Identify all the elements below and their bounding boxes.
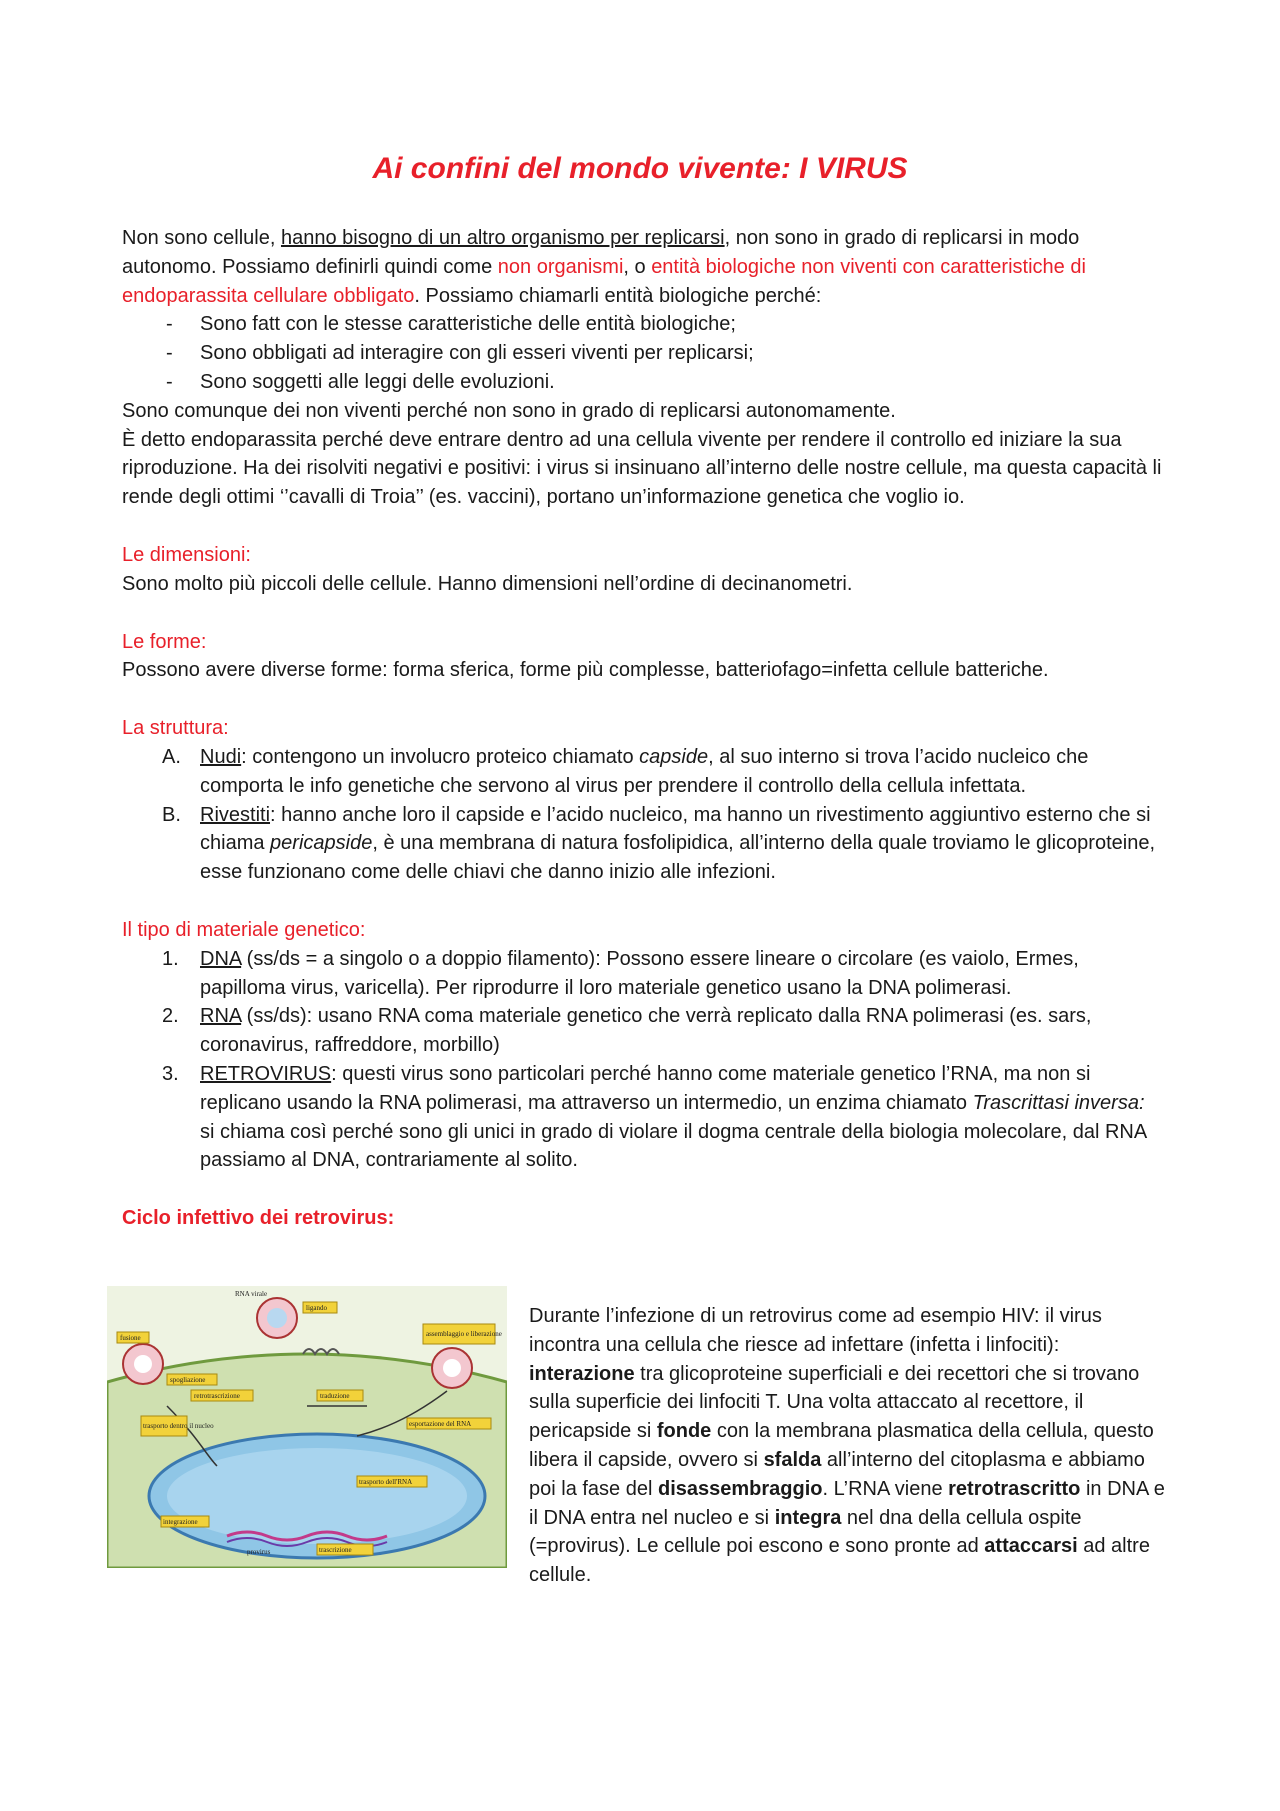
keyword-attaccarsi: attaccarsi — [984, 1535, 1078, 1558]
item-text: (ss/ds): usano RNA coma materiale genetico che verrà replicato dalla RNA polimerasi (es. sars, coronavirus, raffreddore, morbillo) — [200, 1005, 1092, 1057]
section-heading-forme: Le forme: — [122, 630, 207, 653]
intro-paragraph — [122, 224, 1162, 310]
label-esportazione: esportazione del RNA — [409, 1420, 472, 1428]
page-title: Ai confini del mondo vivente: I VIRUS — [372, 152, 908, 185]
section-heading-ciclo: Ciclo infettivo dei retrovirus: — [122, 1207, 395, 1230]
label-trascrizione: trascrizione — [319, 1546, 352, 1554]
term-nudi: Nudi — [200, 745, 242, 768]
intro-underlined: hanno bisogno di un altro organismo per replicarsi — [280, 227, 725, 249]
ciclo-description — [529, 1302, 1169, 1590]
keyword-integra: integra — [774, 1506, 842, 1529]
list-item — [122, 1060, 1162, 1175]
struttura-list — [122, 743, 1162, 887]
list-marker: 3. — [162, 1062, 179, 1085]
term-rna: RNA — [200, 1005, 242, 1028]
list-item — [122, 801, 1162, 887]
label-assemblaggio: assemblaggio e liberazione — [426, 1330, 502, 1338]
intro-text-b: , non sono in grado di replicarsi in modo autonomo. Possiamo definirli quindi come — [122, 227, 1080, 278]
intro-highlight-2: entità biologiche non viventi con caratteristiche di endoparassita cellulare obbligato — [122, 255, 1086, 307]
section-heading-struttura: La struttura: — [122, 717, 229, 740]
ciclo-text: . L’RNA viene — [822, 1477, 949, 1500]
label-integrazione: integrazione — [163, 1518, 198, 1526]
label-trasporto-rna: trasporto dell'RNA — [359, 1478, 413, 1486]
retrovirus-cycle-diagram — [107, 1286, 507, 1568]
ciclo-text: Durante l’infezione di un retrovirus come ad esempio HIV: il virus incontra una cellula che riesce ad infettare (infetta i linfociti): — [529, 1305, 1102, 1356]
term-retrovirus: RETROVIRUS — [200, 1062, 332, 1085]
non-viventi-paragraph: Sono comunque dei non viventi perché non sono in grado di replicarsi autonomamente. — [122, 399, 896, 422]
ciclo-text: con la membrana plasmatica della cellula, questo libera il capside, ovvero si — [529, 1420, 1154, 1471]
item-text: : contengono un involucro proteico chiamato — [241, 745, 640, 768]
label-provirus: provirus — [247, 1548, 271, 1556]
label-trasporto-nucleo: trasporto dentro il nucleo — [143, 1422, 214, 1430]
list-item: - Sono fatt con le stesse caratteristiche delle entità biologiche; — [122, 310, 1162, 339]
keyword-interazione: interazione — [529, 1362, 635, 1385]
section-heading-dimensioni: Le dimensioni: — [122, 543, 251, 566]
label-retrotrascrizione: retrotrascrizione — [194, 1392, 240, 1400]
intro-text-a: Non sono cellule, — [122, 227, 281, 249]
term-trascrittasi: Trascrittasi inversa: — [972, 1091, 1145, 1114]
term-rivestiti: Rivestiti — [200, 803, 271, 826]
list-marker: B. — [162, 803, 181, 826]
retrovirus-cycle-figure — [107, 1286, 507, 1568]
list-marker: 1. — [162, 947, 179, 970]
item-text: si chiama così perché sono gli unici in grado di violare il dogma centrale della biologia molecolare, dal RNA passiamo al DNA, contrariamente al solito. — [200, 1120, 1147, 1172]
list-marker: 2. — [162, 1005, 179, 1028]
ciclo-paragraph — [529, 1302, 1169, 1590]
keyword-disassembraggio: disassembraggio — [657, 1477, 823, 1500]
keyword-fonde: fonde — [656, 1420, 712, 1443]
item-text: (ss/ds = a singolo o a doppio filamento): Possono essere lineare o circolare (es vaiolo, Ermes, papilloma virus, varicella). Per riprodurre il loro materiale genetico usano la DNA polimerasi. — [200, 947, 1079, 999]
list-item — [122, 945, 1162, 1003]
intro-bullet-list — [122, 310, 1162, 396]
term-pericapside: pericapside — [270, 832, 373, 855]
endoparassita-paragraph: È detto endoparassita perché deve entrare dentro ad una cellula vivente per rendere il controllo ed iniziare la sua riproduzione. Ha dei risolviti negativi e positivi: i virus si insinuano all’interno delle nostre cellule, ma questa capacità li rende degli ottimi ‘’cavalli di Troia’’ (es. vaccini), portano un’informazione genetica che voglio io. — [122, 428, 1162, 509]
list-marker: A. — [162, 745, 181, 768]
list-item — [122, 1002, 1162, 1060]
intro-section — [122, 224, 1162, 1233]
list-item: - Sono soggetti alle leggi delle evoluzioni. — [122, 368, 1162, 397]
dimensioni-text: Sono molto più piccoli delle cellule. Hanno dimensioni nell’ordine di decinanometri. — [122, 572, 853, 595]
forme-text: Possono avere diverse forme: forma sferica, forme più complesse, batteriofago=infetta cellule batteriche. — [122, 659, 1049, 682]
label-fusione: fusione — [120, 1334, 141, 1342]
label-traduzione: traduzione — [320, 1392, 350, 1400]
ciclo-text: tra glicoproteine superficiali e dei recettori che si trovano sulla superficie dei linfociti T. Una volta attaccato al recettore, il pericapside si — [529, 1362, 1140, 1443]
ciclo-text: ad altre cellule. — [529, 1535, 1150, 1587]
item-text: : hanno anche loro il capside e l’acido nucleico, ma hanno un rivestimento aggiuntivo esterno che si chiama — [200, 803, 1151, 855]
ciclo-text: in DNA e il DNA entra nel nucleo e si — [529, 1477, 1165, 1529]
section-heading-materiale: Il tipo di materiale genetico: — [122, 918, 366, 941]
materiale-list — [122, 945, 1162, 1175]
label-rna-virale: RNA virale — [235, 1290, 268, 1298]
list-item: - Sono obbligati ad interagire con gli esseri viventi per replicarsi; — [122, 339, 1162, 368]
ciclo-text: all’interno del citoplasma e abbiamo poi la fase del — [529, 1448, 1145, 1500]
term-dna: DNA — [200, 947, 242, 970]
intro-highlight-1: non organismi — [497, 255, 624, 278]
keyword-retrotrascritto: retrotrascritto — [948, 1477, 1081, 1500]
nucleus-inner — [167, 1448, 467, 1544]
virus-core — [443, 1359, 461, 1377]
ciclo-text: nel dna della cellula ospite (=provirus). Le cellule poi escono e sono pronte ad — [529, 1506, 1082, 1558]
term-capside: capside — [639, 745, 709, 768]
label-spogliazione: spogliazione — [170, 1376, 206, 1384]
list-item — [122, 743, 1162, 801]
item-text: : questi virus sono particolari perché hanno come materiale genetico l’RNA, ma non si replicano usando la RNA polimerasi, ma attraverso un intermedio, un enzima chiamato — [200, 1062, 1091, 1114]
item-text: , al suo interno si trova l’acido nucleico che comporta le info genetiche che servono al virus per prendere il controllo della cellula infettata. — [200, 745, 1089, 797]
virus-core — [134, 1355, 152, 1373]
intro-text-d: . Possiamo chiamarli entità biologiche perché: — [414, 284, 822, 307]
keyword-sfalda: sfalda — [763, 1448, 822, 1471]
virus-core — [267, 1308, 287, 1328]
intro-text-c: , o — [623, 255, 652, 278]
label-ligando: ligando — [306, 1304, 327, 1312]
item-text: , è una membrana di natura fosfolipidica, all’interno della quale troviamo le glicoproteine, esse funzionano come delle chiavi che danno inizio alle infezioni. — [200, 832, 1156, 884]
